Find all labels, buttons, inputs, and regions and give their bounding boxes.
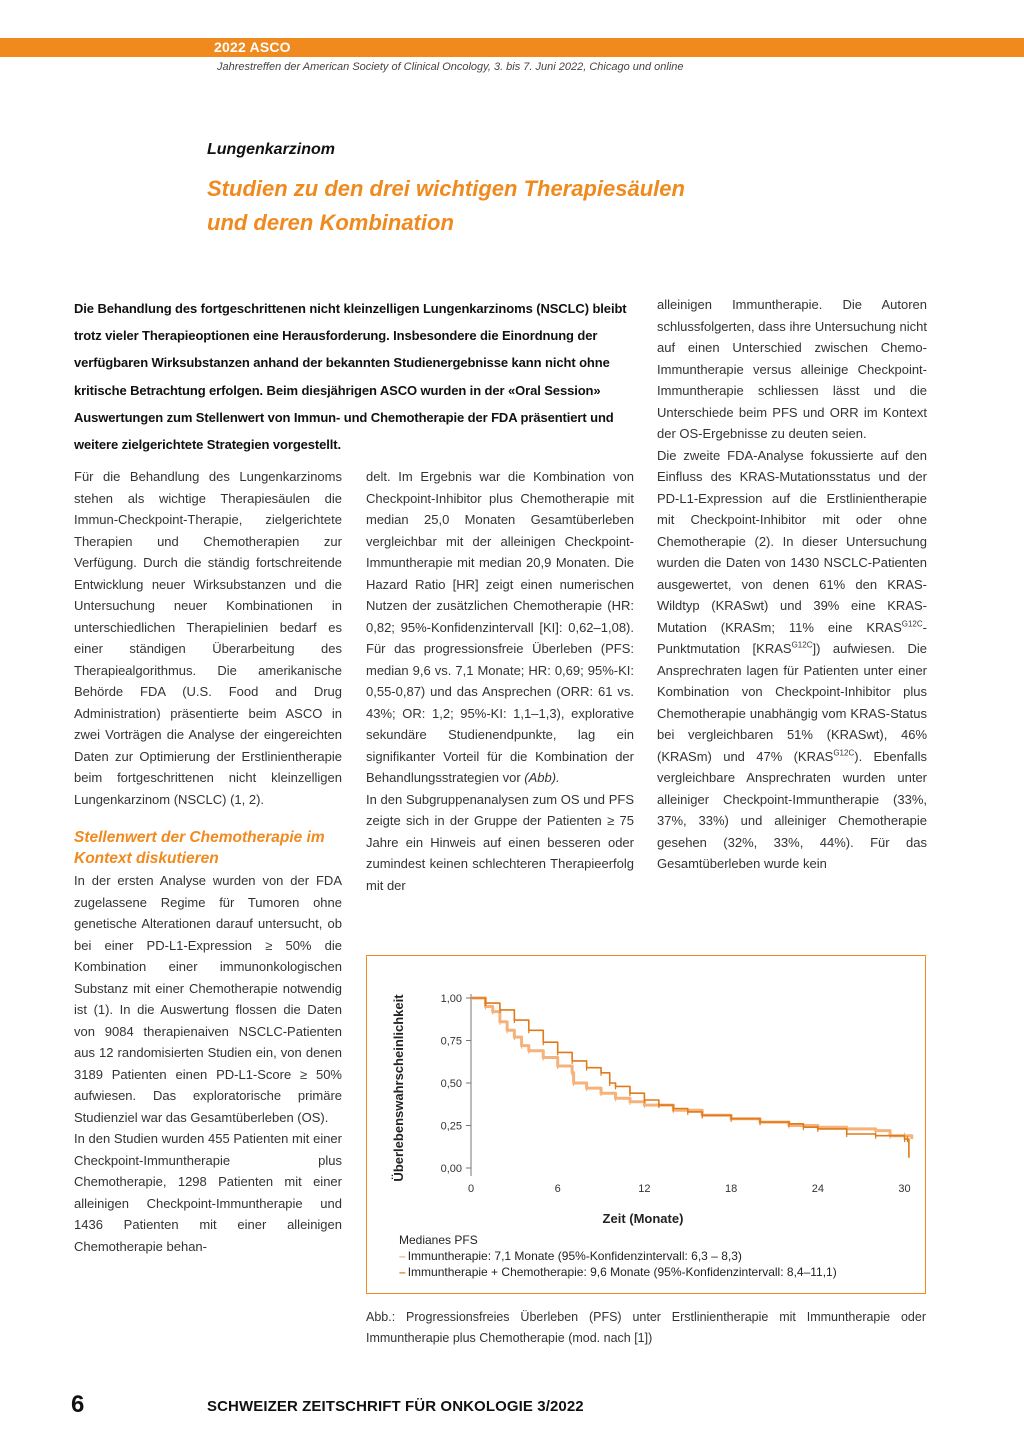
header-bar <box>0 38 1024 57</box>
x-tick-label: 6 <box>554 1183 561 1195</box>
article-title <box>207 172 807 240</box>
y-axis-label: Überlebenswahrscheinlichkeit <box>391 994 406 1182</box>
pfs-chart <box>367 956 925 1226</box>
section-heading: Stellenwert der Chemotherapie im Kontext diskutieren <box>74 829 325 867</box>
x-tick-label: 18 <box>725 1183 738 1195</box>
paragraph <box>657 445 927 875</box>
superscript: G12C <box>791 640 813 650</box>
x-tick-label: 12 <box>638 1183 651 1195</box>
figure-box <box>366 955 926 1294</box>
figure-reference[interactable]: (Abb). <box>524 770 560 785</box>
superscript: G12C <box>901 619 923 629</box>
paragraph: alleinigen Immuntherapie. Die Autoren schlussfolgerten, dass ihre Untersuchung nicht auf einen Unterschied zwischen Chemo-Immuntherapie versus alleinige Checkpoint-Immuntherapie schliessen lässt und die Unterschiede beim PFS und ORR im Kontext der OS-Ergebnisse zu deuten seien. <box>657 297 927 441</box>
article-rubric: Lungenkarzinom <box>207 141 336 158</box>
legend-item-immuntherapie <box>399 1248 742 1264</box>
x-tick-label: 30 <box>898 1183 911 1195</box>
x-axis-label: Zeit (Monate) <box>602 1211 684 1226</box>
article-title-line-1: Studien zu den drei wichtigen Therapiesäulen <box>207 176 685 201</box>
legend-label: Immuntherapie + Chemotherapie: 9,6 Monate (95%-Konfidenzintervall: 8,4–11,1) <box>407 1265 837 1279</box>
meeting-subtitle: Jahrestreffen der American Society of Clinical Oncology, 3. bis 7. Juni 2022, Chicago und online <box>217 61 684 73</box>
text-column-1 <box>74 466 342 1257</box>
legend-item-kombination <box>399 1264 837 1280</box>
paragraph: In den Studien wurden 455 Patienten mit einer Checkpoint-Immuntherapie plus Chemotherapie, 1298 Patienten mit einer alleinigen Checkpoint-Immuntherapie und 1436 Patienten mit einer alleinigen Chemotherapie behan- <box>74 1131 342 1254</box>
y-tick-label: 0,25 <box>440 1120 462 1133</box>
figure-caption: Abb.: Progressionsfreies Überleben (PFS) unter Erstlinientherapie mit Immuntherapie oder Immuntherapie plus Chemotherapie (mod. nach [1]) <box>366 1310 926 1345</box>
chart-curves <box>471 998 912 1158</box>
paragraph-text: -Punktmutation [KRAS <box>657 619 927 656</box>
paragraph-text: Die zweite FDA-Analyse fokussierte auf den Einfluss des KRAS-Mutationsstatus und der PD-L1-Expression auf die Erstlinientherapie mit Checkpoint-Inhibitor mit oder ohne Chemotherapie (2). In dieser Untersuchung wurden die Daten von 1430 NSCLC-Patienten ausgewertet, von denen 61% den KRAS-Wildtyp (KRASwt) und 39% eine KRAS-Mutation (KRASm; 11% eine KRAS <box>657 447 927 635</box>
series-line-2 <box>471 998 909 1158</box>
series-line-1 <box>471 998 912 1139</box>
lead-paragraph: Die Behandlung des fortgeschrittenen nicht kleinzelligen Lungenkarzinoms (NSCLC) bleibt trotz vieler Therapieoptionen eine Herausforderung. Insbesondere die Einordnung der verfügbaren Wirksubstanzen anhand der bekannten Studienergebnisse kann nicht ohne kritische Betrachtung erfolgen. Beim diesjährigen ASCO wurden in der «Oral Session» Auswertungen zum Stellenwert von Immun- und Chemotherapie der FDA präsentiert und weitere zielgerichtete Strategien vorgestellt. <box>74 301 627 453</box>
legend-label: Immuntherapie: 7,1 Monate (95%-Konfidenzintervall: 6,3 – 8,3) <box>407 1249 742 1263</box>
y-tick-label: 0,50 <box>440 1078 462 1090</box>
y-tick-label: 1,00 <box>440 993 462 1005</box>
y-tick-label: 0,75 <box>440 1035 462 1048</box>
congress-label: 2022 ASCO <box>214 39 291 55</box>
superscript: G12C <box>833 748 855 758</box>
journal-name: SCHWEIZER ZEITSCHRIFT FÜR ONKOLOGIE 3/2022 <box>207 1398 584 1415</box>
paragraph-text: ]) aufwiesen. Die Ansprechraten lagen für Patienten unter einer Kombination von Checkpoint-Inhibitor plus Chemotherapie unabhängig vom KRAS-Status bei vergleichbaren 51% (KRASwt), 46% (KRASm) und 47% (KRAS <box>657 641 927 764</box>
article-title-line-2: und deren Kombination <box>207 210 454 235</box>
paragraph-text: delt. Im Ergebnis war die Kombination von Checkpoint-Inhibitor plus Chemotherapie mit median 25,0 Monaten Gesamtüberleben vergleichbar mit der alleinigen Checkpoint-Immuntherapie mit median 20,9 Monaten. Die Hazard Ratio [HR] zeigt einen numerischen Nutzen der zusätzlichen Chemotherapie (HR: 0,82; 95%-Konfidenzintervall [KI]: 0,62–1,08). Für das progressionsfreie Überleben (PFS: median 9,6 vs. 7,1 Monate; HR: 0,69; 95%-KI: 0,55-0,87) und das Ansprechen (ORR: 61 vs. 43%; OR: 1,2; 95%-KI: 1,1–1,3), explorative sekundäre Studienendpunkte, lag ein signifikanter Vorteil für die Kombination der Behandlungsstrategien vor <box>366 469 634 785</box>
paragraph: In den Subgruppenanalysen zum OS und PFS zeigte sich in der Gruppe der Patienten ≥ 75 Jahre ein Hinweis auf einen besseren oder zumindest keinen schlechteren Therapieerfolg mit der <box>366 791 634 893</box>
page-number: 6 <box>71 1391 85 1418</box>
x-tick-label: 0 <box>467 1183 475 1195</box>
legend-swatch: – <box>399 1265 406 1279</box>
text-column-2 <box>366 466 634 896</box>
paragraph: In der ersten Analyse wurden von der FDA zugelassene Regime für Tumoren ohne genetische Alterationen darauf untersucht, ob bei einer PD-L1-Expression ≥ 50% die Kombination einer immunonkologischen Substanz mit einer Chemotherapie notwendig ist (1). In die Auswertung flossen die Daten von 9084 therapienaiven NSCLC-Patienten aus 12 randomisierten Studien ein, von denen 3189 Patienten einen PD-L1-Score ≥ 50% aufwiesen. Das exploratorische primäre Studienziel war das Gesamtüberleben (OS). <box>74 873 342 1125</box>
legend-title: Medianes PFS <box>399 1233 478 1247</box>
text-column-3 <box>657 294 927 875</box>
paragraph-text: ). Ebenfalls vergleichbare Ansprechraten wurden unter alleiniger Checkpoint-Immuntherapie (33%, 37%, 33%) und alleiniger Chemotherapie gesehen (32%, 33%, 44%). Für das Gesamtüberleben wurde kein <box>657 748 927 871</box>
paragraph <box>366 466 634 789</box>
y-tick-label: 0,00 <box>440 1163 462 1175</box>
legend-swatch: – <box>399 1249 406 1263</box>
paragraph: Für die Behandlung des Lungenkarzinoms stehen als wichtige Therapiesäulen die Immun-Checkpoint-Therapie, zielgerichtete Therapien und Chemotherapien zur Verfügung. Durch die ständig fortschreitende Entwicklung neuer Wirksubstanzen und die Untersuchung neuer Kombinationen in unterschiedlichen Therapielinien bedarf es einer ständigen Überarbeitung des Therapiealgorithmus. Die amerikanische Behörde FDA (U.S. Food and Drug Administration) präsentierte beim ASCO in zwei Vorträgen die Analyse der eingereichten Daten zur Optimierung der Erstlinientherapie beim fortgeschrittenen nicht kleinzelligen Lungenkarzinom (NSCLC) (1, 2). <box>74 469 342 807</box>
chart-axes <box>441 993 911 1195</box>
x-tick-label: 24 <box>811 1183 824 1195</box>
